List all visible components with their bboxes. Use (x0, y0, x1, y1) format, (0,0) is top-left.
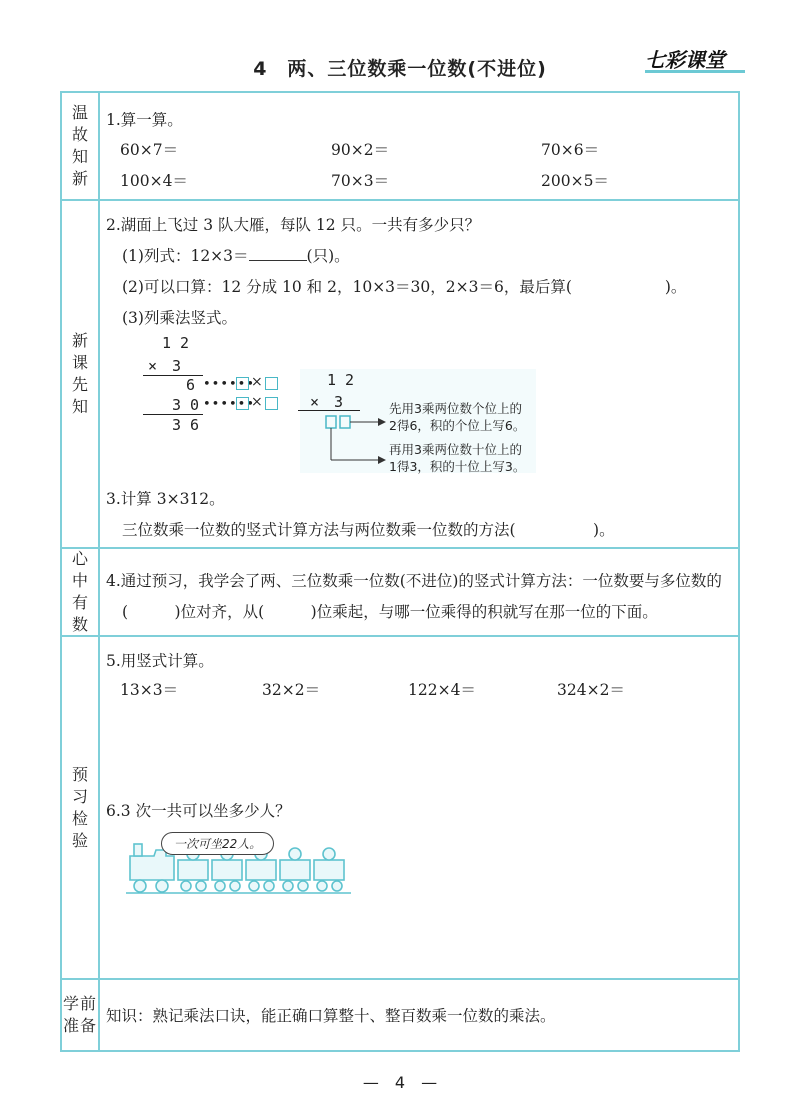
section-label-summary: 心中有数 (71, 549, 88, 634)
exercise-item: 70×3＝ (331, 172, 390, 190)
exercise-item: 100×4＝ (120, 172, 188, 190)
answer-box[interactable] (265, 377, 278, 390)
dotted-leader: •••••• (203, 397, 256, 412)
annotation-tens: 再用3乘两位数十位上的 1得3，积的十位上写3。 (389, 442, 526, 474)
calc-top: 1 2 (162, 334, 190, 352)
question-3-title: 3.计算 3×312。 (106, 490, 225, 508)
exercise-item: 200×5＝ (541, 172, 609, 190)
question-2-part-1: (1)列式：12×3＝ (只)。 (122, 247, 350, 265)
section-label-preview: 新课先知 (71, 331, 88, 416)
calc-top: 1 2 (327, 371, 355, 389)
calc-rule (143, 414, 203, 415)
annotation-ones: 先用3乘两位数个位上的 2得6，积的个位上写6。 (389, 401, 526, 433)
question-2-title: 2.湖面上飞过 3 队大雁，每队 12 只。一共有多少只？ (106, 216, 481, 234)
exercise-item: 13×3＝ (120, 681, 179, 699)
exercise-item: 32×2＝ (262, 681, 321, 699)
question-2-part-3: (3)列乘法竖式。 (122, 309, 237, 327)
calc-multiplier: × 3 (148, 357, 182, 375)
prep-text: 知识：熟记乘法口诀，能正确口算整十、整百数乘一位数的乘法。 (106, 1007, 556, 1025)
question-1-title: 1.算一算。 (106, 111, 183, 129)
column-divider (98, 91, 100, 1052)
calc-partial-1: 6 (186, 376, 196, 394)
section-label-review: 温故知新 (71, 103, 88, 188)
speech-bubble: 一次可坐22人。 (161, 832, 274, 855)
question-4-line-1: 4.通过预习，我学会了两、三位数乘一位数(不进位)的竖式计算方法：一位数要与多位数的 (106, 572, 722, 590)
page-number: — 4 — (362, 1073, 438, 1092)
answer-blank[interactable] (249, 246, 307, 261)
calc-result: 3 6 (172, 416, 200, 434)
question-2-part-2: (2)可以口算：12 分成 10 和 2，10×3＝30，2×3＝6，最后算( )。 (122, 278, 687, 296)
brand-logo: 七彩课堂 (645, 44, 745, 73)
times-sign: × (251, 374, 263, 390)
row-divider (60, 547, 740, 549)
exercise-item: 122×4＝ (408, 681, 476, 699)
question-3-text: 三位数乘一位数的竖式计算方法与两位数乘一位数的方法( )。 (122, 521, 615, 539)
calc-multiplier: × 3 (310, 393, 344, 411)
exercise-item: 70×6＝ (541, 141, 600, 159)
question-6-title: 6.3 次一共可以坐多少人？ (106, 802, 291, 820)
answer-box[interactable] (265, 397, 278, 410)
times-sign: × (251, 394, 263, 410)
answer-box[interactable] (236, 377, 249, 390)
page-title: 4 两、三位数乘一位数(不进位) (253, 58, 547, 80)
row-divider (60, 635, 740, 637)
calc-partial-2: 3 0 (172, 396, 200, 414)
dotted-leader: •••••• (203, 377, 256, 392)
section-label-check: 预习检验 (71, 764, 88, 850)
row-divider (60, 978, 740, 980)
exercise-item: 90×2＝ (331, 141, 390, 159)
answer-box[interactable] (236, 397, 249, 410)
question-4-line-2: ( )位对齐，从( )位乘起，与哪一位乘得的积就写在那一位的下面。 (122, 603, 658, 621)
row-divider (60, 199, 740, 201)
exercise-item: 324×2＝ (557, 681, 625, 699)
question-5-title: 5.用竖式计算。 (106, 652, 214, 670)
section-label-prep: 学前准备 (63, 994, 98, 1035)
exercise-item: 60×7＝ (120, 141, 179, 159)
